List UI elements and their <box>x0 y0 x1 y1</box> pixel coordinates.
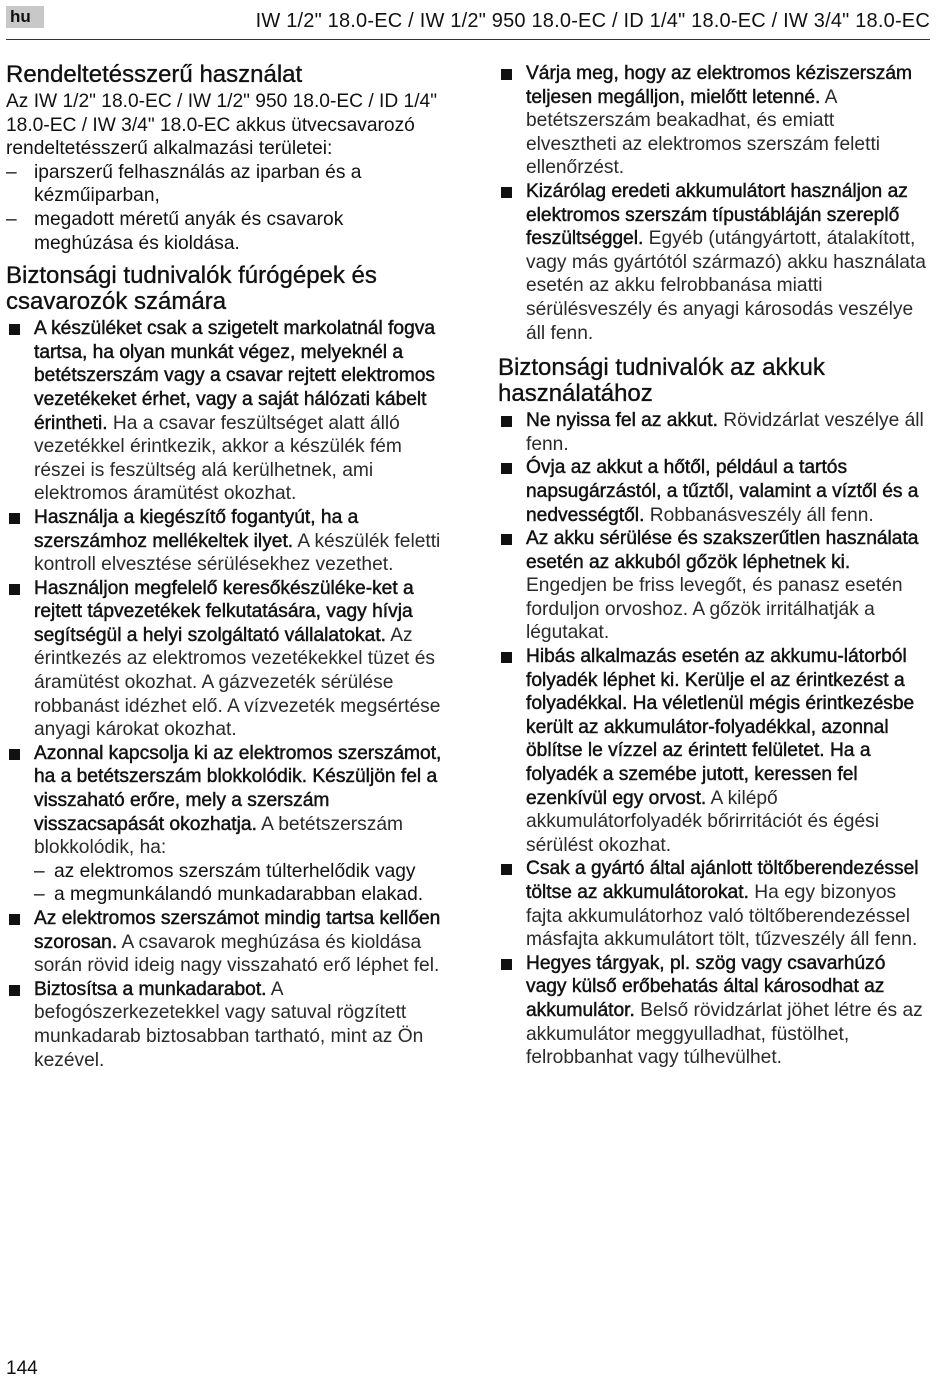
safety-item <box>6 506 446 577</box>
list-item: – a megmunkálandó munkadarabban elakad. <box>34 883 446 907</box>
safety-item-text: Robbanásveszély áll fenn. <box>644 504 874 526</box>
continued-safety-list <box>498 62 930 345</box>
list-item: – az elektromos szerszám túlterhelődik vagy <box>34 860 446 884</box>
safety-item <box>498 645 930 857</box>
square-bullet-icon <box>501 959 512 970</box>
safety-item-bold: Hibás alkalmazás esetén az akkumu-látorból folyadék léphet ki. Kerülje el az érintkezést a folyadékkal. Ha véletlenül mégis érintkezésbe került az akkumulátor-folyadékkal, azonnal öblítse le vízzel az érintett felületet. Ha a folyadék a szemébe jutott, keressen fel ezenkívül egy orvost. <box>526 646 915 809</box>
safety-item-bold: A készüléket csak a szigetelt markolatnál fogva tartsa, ha olyan munkát végez, melyeknél a betétszerszám vagy a csavar rejtett elektromos vezetékeket érhet, vagy a saját hálózati kábelt érintheti. <box>34 318 436 434</box>
intended-use-heading: Rendeltetésszerű használat <box>6 61 303 88</box>
safety-item-text: Engedjen be friss levegőt, és panasz esetén forduljon orvoshoz. A gőzök irritálhatják a légutakat. <box>526 575 903 644</box>
safety-item-text: Egyéb (utángyártott, átalakított, vagy más gyártótól származó) akku használata esetén az akku felrobbanása miatti sérülésveszély és anyagi károsodás veszélye áll fenn. <box>526 228 926 344</box>
intended-use-text: Az IW 1/2" 18.0-EC / IW 1/2" 950 18.0-EC / ID 1/4" 18.0-EC / IW 3/4" 18.0-EC akkus ütvecsavarozó rendeltetésszerű alkalmazási területei: <box>6 91 438 160</box>
safety-item-bold: Hegyes tárgyak, pl. szög vagy csavarhúzó vagy külső erőbehatás által károsodhat az akkumulátor. <box>526 952 886 1021</box>
square-bullet-icon <box>501 463 512 474</box>
safety-item-bold: Az elektromos szerszámot mindig tartsa kellően szorosan. <box>34 908 441 953</box>
safety-item <box>6 317 446 506</box>
intended-use-list <box>6 161 446 255</box>
safety-item-text: A csavarok meghúzása és kioldása során rövid ideig nagy visszaható erő léphet fel. <box>34 931 440 977</box>
header-divider <box>6 39 930 40</box>
square-bullet-icon <box>501 187 512 198</box>
safety-item <box>498 456 930 527</box>
safety-item-text: Belső rövidzárlat jöhet létre és az akkumulátor meggyulladhat, füstölhet, felrobbanhat vagy túlhevülhet. <box>526 999 923 1069</box>
safety-item <box>6 978 446 1072</box>
safety-item-bold: Ne nyissa fel az akkut. <box>526 410 718 432</box>
safety-item-bold: Várja meg, hogy az elektromos kéziszerszám teljesen megálljon, mielőtt letenné. <box>526 63 913 108</box>
safety-item-text: Ha egy bizonyos fajta akkumulátorhoz való töltőberendezéssel másfajta akkumulátort tölt, tűzveszély áll fenn. <box>526 882 918 951</box>
safety-item-bold: Használjon megfelelő keresőkészüléke-ket a rejtett tápvezetékek felkutatására, vagy hívja segítségül a helyi szolgáltató vállalatokat. <box>34 577 414 646</box>
square-bullet-icon <box>501 69 512 80</box>
square-bullet-icon <box>9 513 20 524</box>
safety-item-bold: Használja a kiegészítő fogantyút, ha a szerszámhoz mellékeltek ilyet. <box>34 506 359 552</box>
square-bullet-icon <box>9 985 20 996</box>
battery-safety-heading: Biztonsági tudnivalók az akkuk használatához <box>498 354 825 408</box>
drill-safety-list <box>6 317 446 1072</box>
list-item: – iparszerű felhasználás az iparban és a kézműiparban, <box>6 161 446 208</box>
square-bullet-icon <box>501 864 512 875</box>
list-item: – megadott méretű anyák és csavarok meghúzása és kioldása. <box>6 208 446 255</box>
square-bullet-icon <box>9 914 20 925</box>
safety-item-bold: Óvja az akkut a hőtől, például a tartós napsugárzástól, a tűztől, valamint a víztől és a nedvességtől. <box>526 457 919 526</box>
safety-item-text: Rövidzárlat veszélye áll fenn. <box>526 410 924 455</box>
safety-item-text: Az érintkezés az elektromos vezetékekkel tüzet és áramütést okozhat. A gázvezeték sérülése robbanást idézhet elő. A vízvezeték megsértése anyagi károkat okozhat. <box>34 624 441 741</box>
square-bullet-icon <box>501 416 512 427</box>
safety-item-bold: Kizárólag eredeti akkumulátort használjon az elektromos szerszám típustábláján szereplő feszültséggel. <box>526 180 908 250</box>
safety-item-bold: Azonnal kapcsolja ki az elektromos szerszámot, ha a betétszerszám blokkolódik. Készüljön fel a visszaható erőre, mely a szerszám visszacsapását okozhatja. <box>34 742 442 835</box>
left-column <box>6 62 446 1072</box>
safety-item <box>498 180 930 345</box>
square-bullet-icon <box>501 652 512 663</box>
square-bullet-icon <box>9 584 20 595</box>
safety-item <box>498 409 930 456</box>
safety-item <box>6 907 446 978</box>
safety-item <box>498 62 930 180</box>
square-bullet-icon <box>501 534 512 545</box>
safety-item <box>6 742 446 907</box>
safety-item <box>6 577 446 742</box>
safety-item-text: Ha a csavar feszültséget alatt álló vezetékkel érintkezik, akkor a készülék fém részei is feszültség alá kerülhetnek, ami elektromos áramütést okozhat. <box>34 412 402 505</box>
safety-item-bold: Csak a gyártó által ajánlott töltőberendezéssel töltse az akkumulátorokat. <box>526 858 919 903</box>
safety-item-text: A készülék feletti kontroll elvesztése sérülésekhez vezethet. <box>34 530 441 576</box>
blocking-conditions-list <box>34 860 446 907</box>
safety-item-text: A betétszerszám beakadhat, és emiatt elvesztheti az elektromos szerszám feletti ellenőrzést. <box>526 86 881 179</box>
square-bullet-icon <box>9 324 20 335</box>
safety-item-text: A kilépő akkumulátorfolyadék bőrirritációt és égési sérülést okozhat. <box>526 787 880 856</box>
safety-item <box>498 857 930 951</box>
safety-item-bold: Biztosítsa a munkadarabot. <box>34 978 267 1000</box>
safety-item-text: A betétszerszám blokkolódik, ha: <box>34 813 404 859</box>
safety-item-bold: Az akku sérülése és szakszerűtlen használata esetén az akkuból gőzök léphetnek ki. <box>526 528 919 573</box>
page-number: 144 <box>6 1358 38 1379</box>
safety-item <box>498 527 930 645</box>
language-tag: hu <box>6 6 44 28</box>
battery-safety-list <box>498 409 930 1070</box>
safety-item-text: A befogószerkezetekkel vagy satuval rögzített munkadarab biztosabban tartható, mint az Ön kezével. <box>34 978 424 1071</box>
header-title: IW 1/2" 18.0-EC / IW 1/2" 950 18.0-EC / ID 1/4" 18.0-EC / IW 3/4" 18.0-EC <box>255 10 930 32</box>
right-column <box>498 62 930 1070</box>
square-bullet-icon <box>9 749 20 760</box>
drill-safety-heading: Biztonsági tudnivalók fúrógépek és csavarozók számára <box>6 262 377 316</box>
safety-item <box>498 952 930 1070</box>
